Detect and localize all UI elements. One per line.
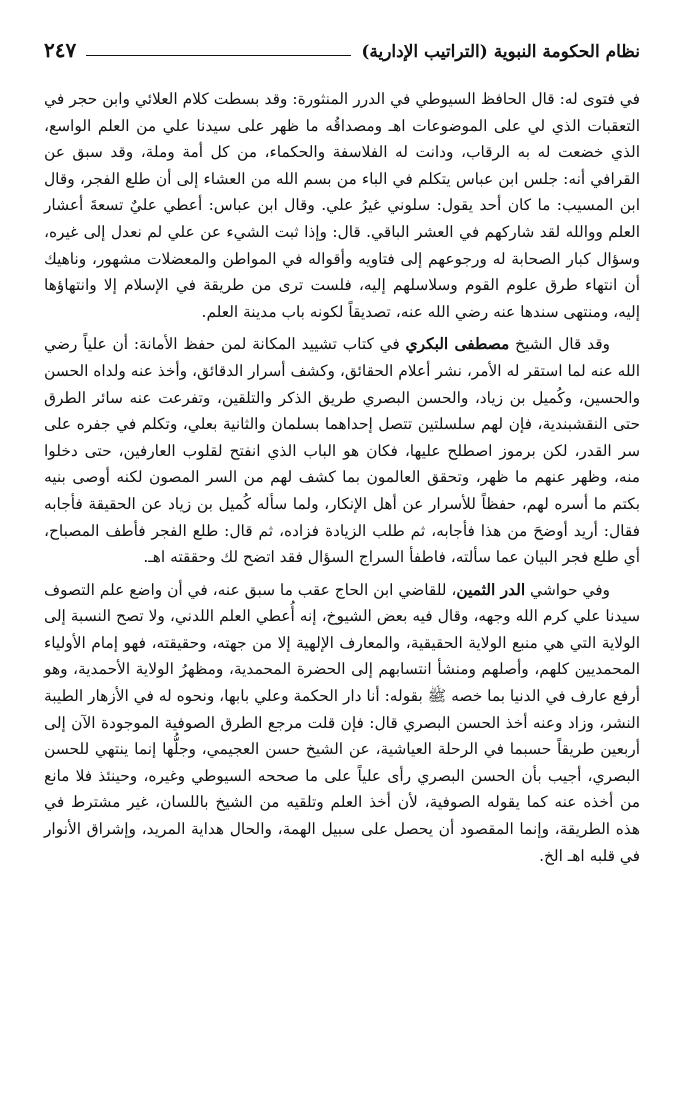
running-header	[44, 28, 640, 62]
paragraph	[44, 86, 640, 325]
paragraph	[44, 577, 640, 870]
running-title: نظام الحكومة النبوية (التراتيب الإدارية)	[361, 42, 640, 62]
paragraph	[44, 331, 640, 570]
text-segment: في كتاب تشييد المكانة لمن حفظ الأمانة: أن علياً رضي الله عنه لما استقر له الأمر، نشر أعلام الحقائق، وكشف أسرار الدقائق، وأخذ عنه ولداه الحسن والحسين، وكُميل بن زياد، والحسن البصري طريق الذكر والتلقين، وتفرعت عنه سائر الطرق حتى النقشبندية، فإن لهم سلسلتين تتصل إحداهما بسلمان والثانية بعلي، وتكلم في جفره على سر القدر، لكن برموز اصطلح عليها، فكان هو الباب الذي انفتح لقلوب العارفين، حتى دخلوا منه، وظهر عنهم ما ظهر، وتحقق العالمون بما كشف لهم من السر المصون لكنه أوصى بنيه بكتم ما أسره لهم، حفظاً للأسرار عن أهل الإنكار، ولما سأله كُميل بن زياد عن الحقيقة فأجابه فقال: أريد أوضحَ من هذا فأجابه، ثم طلب الزيادة فزاده، ثم قال: طلع الفجر فأطف المصباح، أي طلع فجر البيان عما سألته، فاطفأ السراج السؤال فقد اتضح لك وحققته اهـ.	[44, 335, 640, 567]
text-segment: في فتوى له: قال الحافظ السيوطي في الدرر المنثورة: وقد بسطت كلام العلائي وابن حجر في التعقبات الذي لي على الموضوعات اهـ ومصداقُه ما ظهر على سيدنا علي من العلم الواسع، الذي خضعت له به الرقاب، ودانت له الفلاسفة والحكماء، من كل أمة وملة، وقد سبق عن القرافي أنه: جلس ابن عباس يتكلم في الباء من بسم الله من العشاء إلى أن طلع الفجر، وقال ابن المسيب: ما كان أحد يقول: سلوني غيرُ علي. وقال ابن عباس: أعطي عليٌ تسعةَ أعشار العلم ووالله لقد شاركهم في العشر الباقي. قال: وإذا ثبت الشيء عن علي لم نعدل إلى غيره، وسؤال كبار الصحابة له ورجوعهم إلى فتاويه وأقواله في المواطن والمعضلات مشهور، وناهيك أن انتهاء طرق علوم القوم وسلاسلهم إليه، فلست ترى من طريقة في الإسلام إلا وانتهاؤها إليه، ومنتهى سندها عنه رضي الله عنه، تصديقاً لكونه باب مدينة العلم.	[44, 90, 640, 321]
bold-term: مصطفى البكري	[405, 335, 510, 354]
bold-term: الدر الثمين	[456, 580, 526, 599]
text-segment: وفي حواشي	[525, 580, 610, 599]
text-segment: وقد قال الشيخ	[509, 335, 610, 354]
body-text	[44, 86, 640, 869]
page-number: ٢٤٧	[44, 38, 77, 62]
text-segment: ، للقاضي ابن الحاج عقب ما سبق عنه، في أن واضع علم التصوف سيدنا علي كرم الله وجهه، وقال فيه بعض الشيوخ، إنه أُعطي العلم اللدني، ولا تصح النسبة إلى الولاية التي هي منبع الولاية الحقيقية، والمعارف الإلهية إلا من جهته، وحقيقته، فهو إمام الأولياء المحمديين كلهم، وأصلهم ومنشأ انتسابهم إلى الحضرة المحمدية، ومظهرُ الولاية الأحمدية، وهو أرفع عارف في الدنيا بما خصه ﷺ بقوله: أنا دار الحكمة وعلي بابها، ونحوه له في الأزهار الطيبة النشر، وزاد وعنه أخذ الحسن البصري قال: فإن قلت مرجع الطرق الصوفية الموجودة الآن إلى أربعين طريقاً حسبما في الرحلة العياشية، عن الشيخ حسن العجيمي، وجلُّها إنما ينتهي للحسن البصري، أجيب بأن الحسن البصري رأى علياً على ما صححه السيوطي وغيره، وحينئذ فلا مانع من أخذه عنه كما يقوله الصوفية، لأن أخذ العلم وتلقيه من الشيخ باللسان، غير مشترط في هذه الطريقة، وإنما المقصود أن يحصل على سبيل الهمة، والحال هداية المريد، وإشراق الأنوار في قلبه اهـ الخ.	[44, 580, 640, 865]
header-rule	[86, 55, 351, 56]
